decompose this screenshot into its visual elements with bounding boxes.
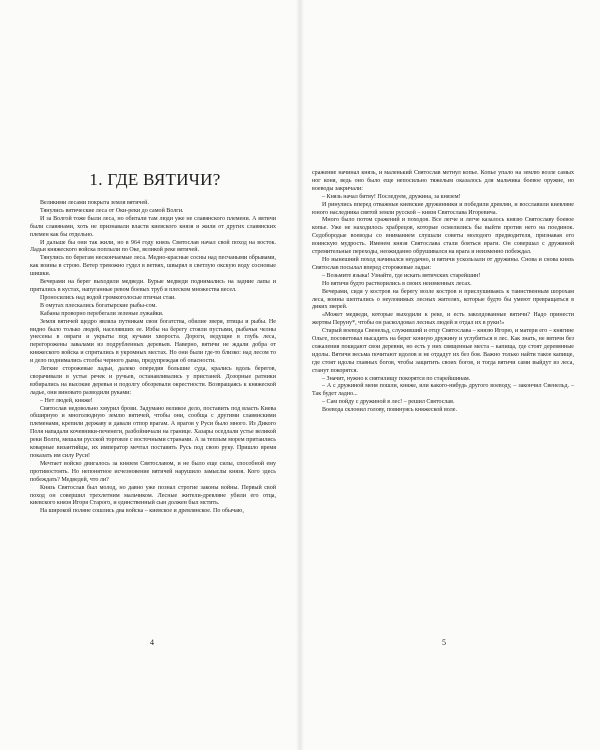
paragraph: – Возьмите языка! Узнайте, где искать вятичских старейшин! (322, 272, 481, 279)
paragraph: И ринулись вперед отважные киевские дружинники и победили древлян, и восславили киевляне юного наследника святой земли русской – князя Святослава Игоревича. (312, 201, 574, 216)
paragraph: «Может медведи, которые выходили к реке, и есть заколдованные вятичи? Надо принести жертвы Перуну*, чтобы он расколдовал лесных людей и отдал их в руки!» (312, 312, 574, 327)
paragraph: Князь Святослав был молод, но давно уже познал строгие законы войны. Первый свой поход он совершил трехлетним мальчиком. Лесные жители-древляне убили его отца, киевского князя Игоря Старого, и единственный сын должен был мстить. (30, 484, 276, 507)
right-page-text (312, 170, 574, 415)
paragraph: – Значит, нужно к святилищу покорятся по старейшинам. (322, 375, 471, 382)
paragraph: Земля вятичей щедро являла путникам свои богатства, обилие зверя, птицы и рыбы. Не видно было только людей, населявших ее. Избы на берегу стояли пустыми, рыбачьи челны унесены в овраги и укрыты под кучами хвороста. Дороги, ведущие в глубь леса, перегорожены завалами из подрубленных деревьев. Наверно, вятичи не ждали добра от княжеского войска и спрятались в укромных местах. Но они были где-то близко: над лесом то и дело поднимались столбы черного дыма, предупреждая об опасности. (30, 318, 276, 365)
paragraph: – Нет людей, княже! (40, 397, 93, 404)
paragraph: На широкой поляне сошлись два войска – киевское и древлянское. По обычаю, (40, 508, 244, 515)
paragraph: Тянулись вятические леса от Оки-реки до самой Волги. (40, 207, 184, 214)
paragraph: Но нынешний поход начинался неудачно, и вятичи ускользали от дружины. Снова и снова князь Святослав посылал вперед сторожевые ладьи: (312, 256, 574, 271)
paragraph: Великими лесами покрыта земля вятичей. (40, 200, 149, 206)
paragraph: И за Волгой тоже были леса, но обитали там люди уже не славянского племени. А вятичи были славянами, хоть не признавали власти киевского князя и жили от других славянских племен как бы отдельно. (30, 215, 276, 238)
paragraph: Вечерами на берег выходили медведи. Бурые медведи поднимались на задние лапы и прятались в кустах, напуганные ревом боевых труб и плеском множества весел. (30, 279, 276, 293)
paragraph: Проносились над водой громкоголосые птичьи стаи. (40, 294, 176, 301)
paragraph: Кабаны проворно перебегали зеленые лужайки. (40, 310, 164, 317)
paragraph: – Князь начал битву! Последуем, дружина, за князем! (322, 193, 461, 200)
left-page-text (30, 200, 276, 516)
paragraph: Старый воевода Свенельд, служивший и отцу Святослава – князю Игорю, и матери его – княгине Ольге, посоветовал высадить на берег конную дружину и углубиться в лес. Как знать, не вятичи без сожаления покидают свои деревни, но есть у них священные места – капища, где стоят деревянные идолы. Вятичи весьма почитают идолов и не отдадут их без боя. Важно только найти такое капище, где стоят идолы главных богов, чтобы защитить своих богов, и тогда вятичи сами выйдут из леса, станут покорятся. (312, 328, 574, 374)
paragraph: И дальше бы они так жили, но в 964 году князь Святослав начал свой поход на восток. Ладьи княжеского войска поплыли по Оке, великой реке вятичей. (30, 239, 276, 254)
paragraph: В омутах плескались богатырские рыбы-сом. (40, 302, 157, 309)
paragraph: – Сам пойду с дружиной в лес! – решил Святослав. (322, 399, 455, 406)
paragraph: сражение начинал князь, и маленький Святослав метнул копье. Копье упало на землю возле самых ног коня, ведь оно было еще непосильно тяжелым оказалось для мальчика боевое оружие, но воеводы закричали: (312, 170, 574, 192)
paragraph: Воевода склонил голову, повинуясь княжеской воле. (322, 407, 457, 414)
paragraph: Легкие сторожевые ладьи, далеко опередив большие суда, крались вдоль берегов, сворачивали в устья речек и ручьев, останавливались у пристаней. Дозорные ратники взбирались на высокие деревья и подолгу обозревали окрестности. Возвращаясь к княжеской ладье, они виновато разводили руками: (30, 366, 276, 396)
paragraph: Святослав недовольно хмурил брови. Задумано великое дело, поставить под власть Киева обширную и многолюдную землю вятичей, чтобы они, сообща с другими славянскими племенами, крепили державу и давали отпор врагам. А врагов у Руси было много. Из Дикого Поля нападали кочевники-печенеги, разбойничали на границе. Хазары оседлали устье великой реки Волги, мешали русской торговле с восточными странами. А за теплым морем притаились коварные византийцы, их император мечтал поставить Русь под свою руку. Пришло время показать им силу Руси! (30, 405, 276, 459)
paragraph: Вечерами, сидя у костров на берегу возле костров и прислушиваясь к таинственным шорохам леса, воины шептались о неуловимых лесных жителях, которые будто бы умеют превращаться в диких зверей. (312, 288, 574, 311)
paragraph: Но вятичи будто растворились в своих неизменных лесах. (322, 280, 472, 287)
page-number: 4 (150, 638, 154, 647)
paragraph: Тянулись по берегам нескончаемые леса. Медно-красные сосны над песчаными обрывами, как воины в строю. Ветер тревожно гудел в ветвях, швырял в светлую окскую воду сосновые шишки. (30, 255, 276, 278)
paragraph: Мечтает войско двигалось за князем Святославом, и не было еще силы, способной ему противостоять. Но непонятное исчезновение вятичей нарушило замыслы князя. Кого здесь побеждать? Медведей, что ли? (30, 460, 276, 483)
page-number: 5 (442, 638, 446, 647)
paragraph: Много было потом сражений и походов. Все легче и легче казалось князю Святославу боевое копье. Уже не находилось храбрецов, которые осмелились бы выйти против него на поединок. Седобородые воеводы со вниманием слушали советы молодого предводителя, признавая его воинскую мудрость. Именем князя Святослава стали бояться враги. Он совершал с дружиной стремительные переходы, неожиданно обрушивался на врага и неизменно побеждал. (312, 217, 574, 256)
paragraph: – А с дружиной меня пошли, княже, или какого-нибудь другого воеводу, – закончил Свенельд. – Так будет ладно... (312, 383, 574, 398)
chapter-title: 1. ГДЕ ВЯТИЧИ? (89, 170, 221, 189)
right-page (300, 0, 600, 750)
